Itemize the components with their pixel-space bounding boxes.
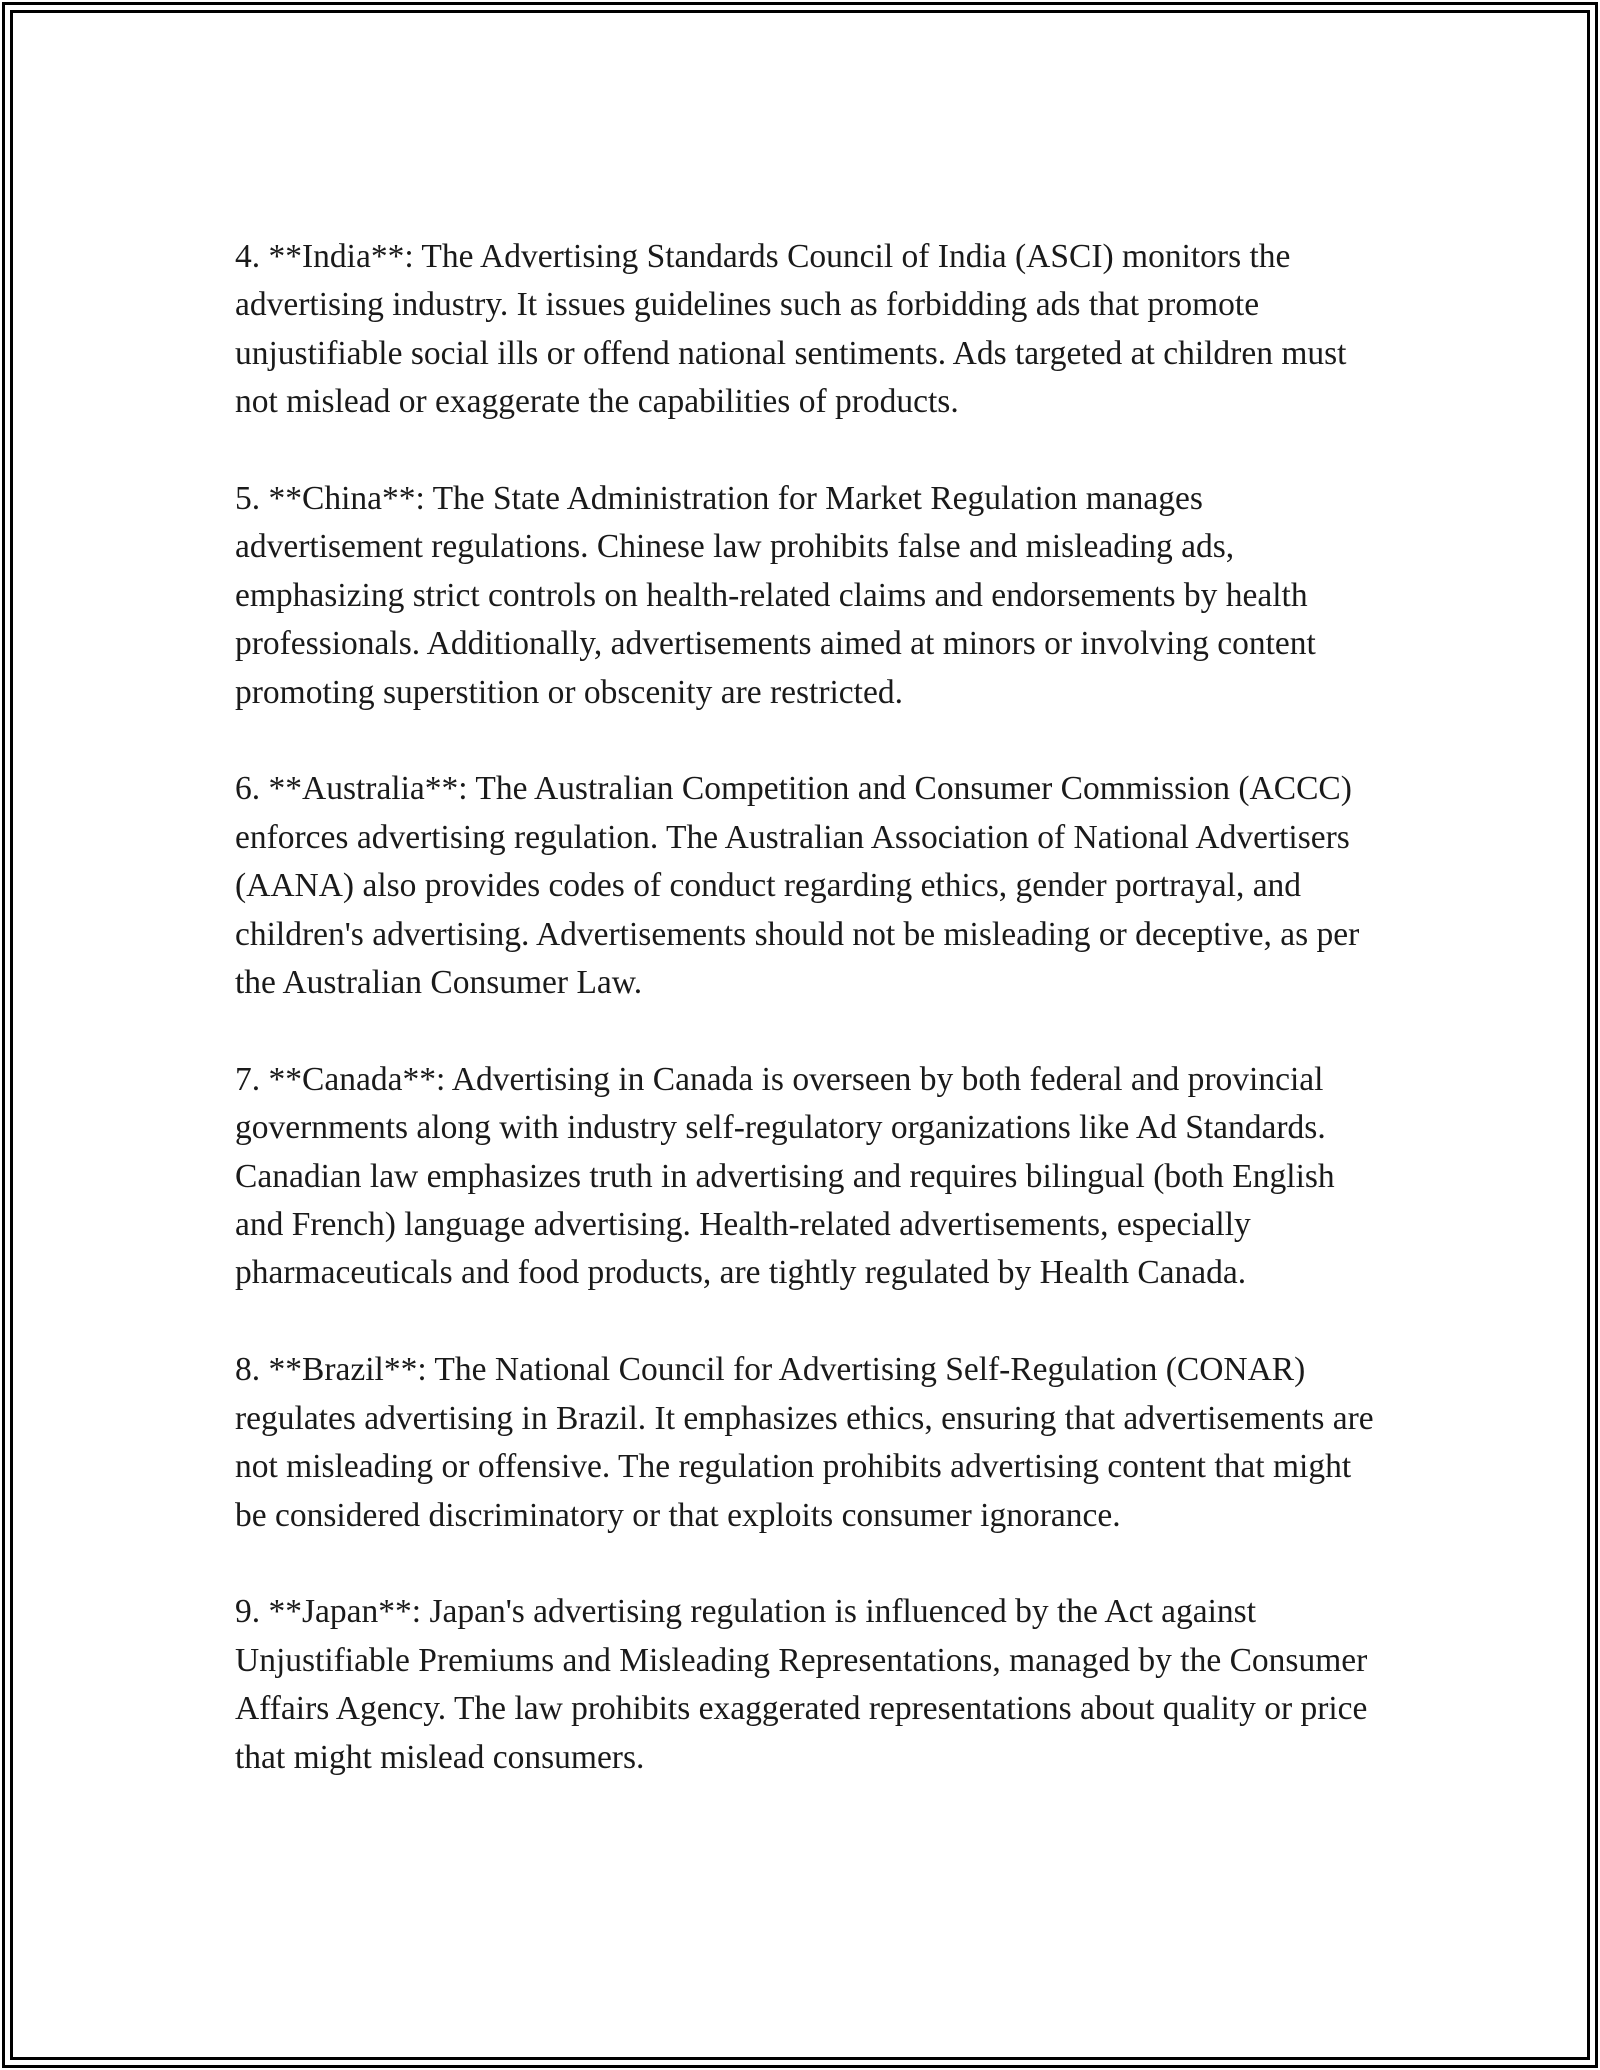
- paragraph-canada: 7. **Canada**: Advertising in Canada is overseen by both federal and provincial governments along with industry self-regulatory organizations like Ad Standards. Canadian law emphasizes truth in advertising and requires bilingual (both English and French) language advertising. Health-related advertisements, especially pharmaceuticals and food products, are tightly regulated by Health Canada.: [235, 1060, 1335, 1292]
- paragraph-china: 5. **China**: The State Administration for Market Regulation manages advertisement regulations. Chinese law prohibits false and misleading ads, emphasizing strict controls on health-related claims and endorsements by health professionals. Additionally, advertisements aimed at minors or involving content promoting superstition or obscenity are restricted.: [235, 480, 1316, 711]
- document-body: [235, 233, 1375, 1782]
- paragraph-japan: 9. **Japan**: Japan's advertising regulation is influenced by the Act against Unjustifiable Premiums and Misleading Representations, managed by the Consumer Affairs Agency. The law prohibits exaggerated representations about quality or price that might mislead consumers.: [235, 1593, 1368, 1776]
- paragraph-india: 4. **India**: The Advertising Standards Council of India (ASCI) monitors the advertising industry. It issues guidelines such as forbidding ads that promote unjustifiable social ills or offend national sentiments. Ads targeted at children must not mislead or exaggerate the capabilities of products.: [235, 238, 1347, 421]
- paragraph-brazil: 8. **Brazil**: The National Council for Advertising Self-Regulation (CONAR) regulates advertising in Brazil. It emphasizes ethics, ensuring that advertisements are not misleading or offensive. The regulation prohibits advertising content that might be considered discriminatory or that exploits consumer ignorance.: [235, 1351, 1374, 1534]
- paragraph-australia: 6. **Australia**: The Australian Competition and Consumer Commission (ACCC) enforces advertising regulation. The Australian Association of National Advertisers (AANA) also provides codes of conduct regarding ethics, gender portrayal, and children's advertising. Advertisements should not be misleading or deceptive, as per the Australian Consumer Law.: [235, 770, 1360, 1002]
